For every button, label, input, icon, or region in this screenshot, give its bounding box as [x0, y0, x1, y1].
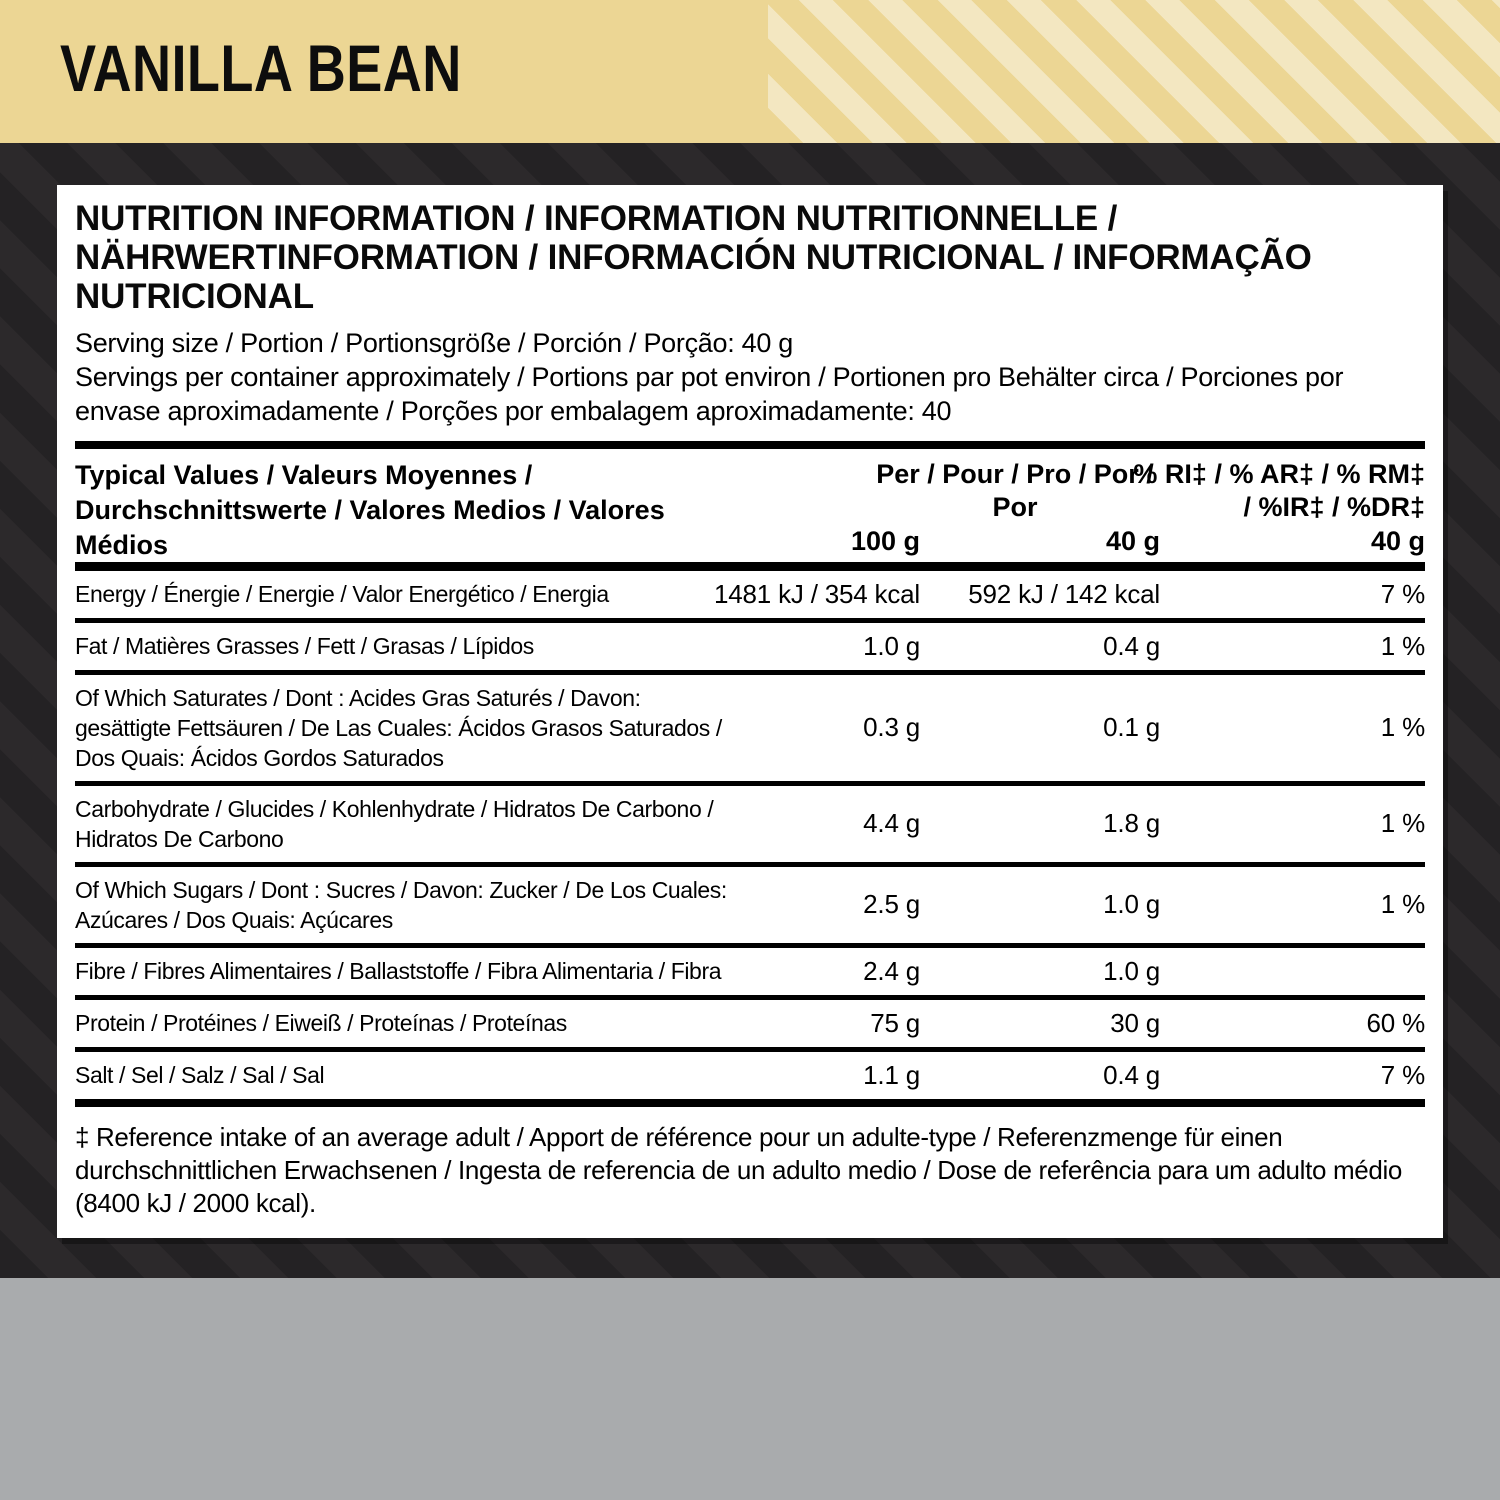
nutrition-card — [57, 185, 1443, 1238]
serving-size-line: Serving size / Portion / Portionsgröße / Porción / Porção: 40 g — [75, 327, 793, 358]
value-per-40g: 30 g — [1110, 1007, 1160, 1038]
header-subrow — [75, 526, 1425, 557]
header-ri-column: % RI‡ / % AR‡ / % RM‡ / %IR‡ / %DR‡ — [1133, 458, 1425, 522]
value-per-100g: 4.4 g — [863, 808, 920, 839]
header-col-ri-40g: 40 g — [1370, 525, 1425, 556]
row-label: Salt / Sel / Salz / Sal / Sal — [75, 1062, 325, 1089]
row-label-and-100g-zone — [75, 875, 920, 935]
value-per-40g: 0.1 g — [1103, 712, 1160, 743]
nutrition-row — [75, 867, 1425, 948]
table-header — [75, 449, 1425, 571]
nutrition-row — [75, 623, 1425, 675]
nutrition-table — [75, 441, 1425, 1107]
value-ri-percent: 1 % — [1380, 630, 1425, 661]
servings-per-container-line: Servings per container approximately / Portions par pot environ / Portionen pro Behälter circa / Porciones por envase aproximadamente / Porções por embalagem aproximadamente: 40 — [75, 361, 1344, 426]
row-label: Fibre / Fibres Alimentaires / Ballaststoffe / Fibra Alimentaria / Fibra — [75, 958, 722, 985]
row-label-and-100g-zone — [75, 579, 920, 610]
row-label: Of Which Sugars / Dont : Sucres / Davon: Zucker / De Los Cuales: Azúcares / Dos Quais: Açúcares — [75, 876, 727, 933]
value-ri-percent: 7 % — [1380, 1059, 1425, 1090]
row-label-and-100g-zone — [75, 683, 920, 773]
row-label-and-100g-zone — [75, 956, 920, 987]
nutrition-row — [75, 1000, 1425, 1052]
value-per-100g: 2.5 g — [863, 889, 920, 920]
nutrition-table-body — [75, 571, 1425, 1099]
value-per-40g: 1.0 g — [1103, 889, 1160, 920]
value-ri-percent: 60 % — [1366, 1007, 1425, 1038]
value-ri-percent: 1 % — [1380, 889, 1425, 920]
serving-info — [75, 326, 1425, 428]
value-per-40g: 1.8 g — [1103, 808, 1160, 839]
banner-diagonal-stripes — [768, 0, 1500, 143]
header-col-40g: 40 g — [1105, 525, 1160, 556]
row-label: Of Which Saturates / Dont : Acides Gras Saturés / Davon: gesättigte Fettsäuren / De Las Cuales: Ácidos Grasos Saturados / Dos Quais: Ácidos Gordos Saturados — [75, 684, 722, 771]
value-per-100g: 75 g — [870, 1007, 920, 1038]
nutrition-row — [75, 948, 1425, 1000]
flavor-title: VANILLA BEAN — [60, 31, 462, 105]
nutrition-heading: NUTRITION INFORMATION / INFORMATION NUTRITIONNELLE / NÄHRWERTINFORMATION / INFORMACIÓN NUTRICIONAL / INFORMAÇÃO NUTRICIONAL — [75, 199, 1312, 317]
row-label-and-100g-zone — [75, 1008, 920, 1039]
nutrition-row — [75, 571, 1425, 623]
value-ri-percent: 1 % — [1380, 808, 1425, 839]
value-ri-percent: 7 % — [1380, 578, 1425, 609]
value-per-40g: 0.4 g — [1103, 630, 1160, 661]
row-label: Carbohydrate / Glucides / Kohlenhydrate / Hidratos De Carbono / Hidratos De Carbono — [75, 795, 714, 852]
bottom-gray-area — [0, 1278, 1500, 1500]
value-per-100g: 1.1 g — [863, 1059, 920, 1090]
row-label-and-100g-zone — [75, 794, 920, 854]
value-per-40g: 1.0 g — [1103, 955, 1160, 986]
header-typical-values: Typical Values / Valeurs Moyennes / Durchschnittswerte / Valores Medios / Valores Médios — [75, 459, 665, 560]
row-label-and-100g-zone — [75, 1060, 920, 1091]
header-col-100g: 100 g — [850, 525, 920, 556]
flavor-banner — [0, 0, 1500, 143]
row-label: Energy / Énergie / Energie / Valor Energético / Energia — [75, 581, 609, 608]
header-per-column: Per / Pour / Pro / Por / Por — [876, 458, 1154, 522]
value-per-100g: 1481 kJ / 354 kcal — [714, 578, 920, 609]
value-per-40g: 592 kJ / 142 kcal — [968, 578, 1160, 609]
nutrition-row — [75, 675, 1425, 786]
reference-intake-footnote: ‡ Reference intake of an average adult / Apport de référence pour un adulte-type / Referenzmenge für einen durchschnittlichen Erwachsenen / Ingesta de referencia de un adulto medio / Dose de referência para um adulto médio (8400 kJ / 2000 kcal). — [75, 1121, 1403, 1218]
row-label-and-100g-zone — [75, 631, 920, 662]
row-label: Fat / Matières Grasses / Fett / Grasas / Lípidos — [75, 633, 534, 660]
row-label: Protein / Protéines / Eiweiß / Proteínas / Proteínas — [75, 1010, 567, 1037]
value-per-40g: 0.4 g — [1103, 1059, 1160, 1090]
value-per-100g: 2.4 g — [863, 955, 920, 986]
value-ri-percent: 1 % — [1380, 712, 1425, 743]
value-per-100g: 1.0 g — [863, 630, 920, 661]
nutrition-row — [75, 1052, 1425, 1099]
value-per-100g: 0.3 g — [863, 712, 920, 743]
nutrition-row — [75, 786, 1425, 867]
